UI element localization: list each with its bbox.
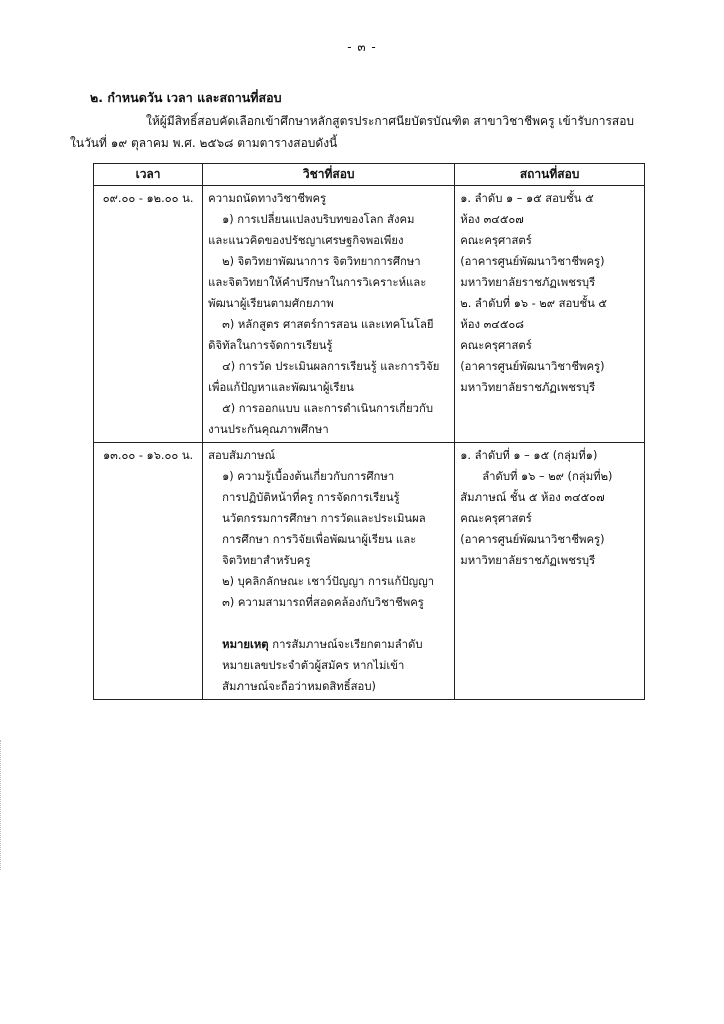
subject-line: ๔) การวัด ประเมินผลการเรียนรู้ และการวิจัย — [222, 360, 440, 373]
subject-line: จิตวิทยาสำหรับครู — [222, 554, 311, 567]
location-line: มหาวิทยาลัยราชภัฏเพชรบุรี — [460, 554, 596, 567]
intro-paragraph — [70, 110, 660, 154]
location-line: สัมภาษณ์ ชั้น ๕ ห้อง ๓๔๕๐๗ — [460, 491, 605, 504]
table-row-afternoon — [94, 443, 645, 700]
location-line: ลำดับที่ ๑๖ – ๒๙ (กลุ่มที่๒) — [482, 470, 613, 483]
location-line: (อาคารศูนย์พัฒนาวิชาชีพครู) — [460, 533, 605, 546]
subject-line: ๒) บุคลิกลักษณะ เชาว์ปัญญา การแก้ปัญญา — [222, 575, 435, 588]
location-line: (อาคารศูนย์พัฒนาวิชาชีพครู) — [460, 255, 605, 268]
subject-line: ดิจิทัลในการจัดการเรียนรู้ — [208, 339, 333, 352]
note-line — [208, 634, 450, 655]
table-header-row — [94, 164, 645, 186]
exam-schedule-table — [93, 163, 645, 700]
subject-line: งานประกันคุณภาพศึกษา — [208, 423, 329, 436]
location-line: มหาวิทยาลัยราชภัฏเพชรบุรี — [460, 381, 596, 394]
subject-line: นวัตกรรมการศึกษา การวัดและประเมินผล — [222, 512, 426, 525]
time-cell: ๐๙.๐๐ - ๑๒.๐๐ น. — [94, 186, 203, 443]
subject-line: ๑) การเปลี่ยนแปลงบริบทของโลก สังคม — [222, 213, 415, 226]
location-line: ๑. ลำดับที่ ๑ – ๑๕ (กลุ่มที่๑) — [460, 449, 598, 462]
subject-line: การศึกษา การวิจัยเพื่อพัฒนาผู้เรียน และ — [222, 533, 417, 546]
subject-line: และแนวคิดของปรัชญาเศรษฐกิจพอเพียง — [208, 234, 404, 247]
location-line: ห้อง ๓๔๕๐๗ — [460, 213, 524, 226]
note-line: สัมภาษณ์จะถือว่าหมดสิทธิ์สอบ) — [222, 680, 376, 693]
location-line: ๑. ลำดับ ๑ – ๑๕ สอบชั้น ๕ — [460, 192, 594, 205]
intro-line-1: ให้ผู้มีสิทธิ์สอบคัดเลือกเข้าศึกษาหลักสูตรประกาศนียบัตรบัณฑิต สาขาวิชาชีพครู เข้ารับการสอบ — [146, 114, 635, 128]
location-line: (อาคารศูนย์พัฒนาวิชาชีพครู) — [460, 360, 605, 373]
location-line: ๒. ลำดับที่ ๑๖ - ๒๙ สอบชั้น ๕ — [460, 297, 607, 310]
subject-line: สอบสัมภาษณ์ — [208, 449, 276, 462]
header-time: เวลา — [94, 164, 203, 186]
subject-cell — [203, 186, 455, 443]
location-line: คณะครุศาสตร์ — [460, 512, 532, 525]
subject-line: ๕) การออกแบบ และการดำเนินการเกี่ยวกับ — [222, 402, 433, 415]
subject-line: ความถนัดทางวิชาชีพครู — [208, 192, 327, 205]
location-line: มหาวิทยาลัยราชภัฏเพชรบุรี — [460, 276, 596, 289]
subject-line: เพื่อแก้ปัญหาและพัฒนาผู้เรียน — [208, 381, 354, 394]
intro-line-2: ในวันที่ ๑๙ ตุลาคม พ.ศ. ๒๕๖๘ ตามตารางสอบดังนี้ — [70, 136, 338, 150]
note-line: หมายเลขประจำตัวผู้สมัคร หากไม่เข้า — [222, 659, 405, 672]
spacer — [208, 613, 450, 634]
page-number: - ๓ - — [347, 40, 377, 54]
header-subject: วิชาที่สอบ — [203, 164, 455, 186]
section-heading: ๒. กำหนดวัน เวลา และสถานที่สอบ — [90, 90, 282, 105]
subject-line: ๓) หลักสูตร ศาสตร์การสอน และเทคโนโลยี — [222, 318, 434, 331]
subject-line: พัฒนาผู้เรียนตามศักยภาพ — [208, 297, 334, 310]
note-label: หมายเหตุ — [222, 638, 269, 651]
time-cell: ๑๓.๐๐ - ๑๖.๐๐ น. — [94, 443, 203, 700]
subject-cell — [203, 443, 455, 700]
subject-line: ๓) ความสามารถที่สอดคล้องกับวิชาชีพครู — [222, 596, 424, 609]
subject-line: และจิตวิทยาให้คำปรึกษาในการวิเคราะห์และ — [208, 276, 427, 289]
location-cell — [455, 443, 645, 700]
subject-line: ๑) ความรู้เบื้องต้นเกี่ยวกับการศึกษา — [222, 470, 395, 483]
note-text: การสัมภาษณ์จะเรียกตามลำดับ — [268, 638, 423, 651]
subject-line: การปฏิบัติหน้าที่ครู การจัดการเรียนรู้ — [222, 491, 400, 504]
subject-line: ๒) จิตวิทยาพัฒนาการ จิตวิทยาการศึกษา — [222, 255, 421, 268]
table-row-morning — [94, 186, 645, 443]
scan-edge-mark — [0, 740, 3, 870]
location-line: ห้อง ๓๔๕๐๘ — [460, 318, 525, 331]
location-cell — [455, 186, 645, 443]
location-line: คณะครุศาสตร์ — [460, 234, 532, 247]
location-line: คณะครุศาสตร์ — [460, 339, 532, 352]
header-location: สถานที่สอบ — [455, 164, 645, 186]
